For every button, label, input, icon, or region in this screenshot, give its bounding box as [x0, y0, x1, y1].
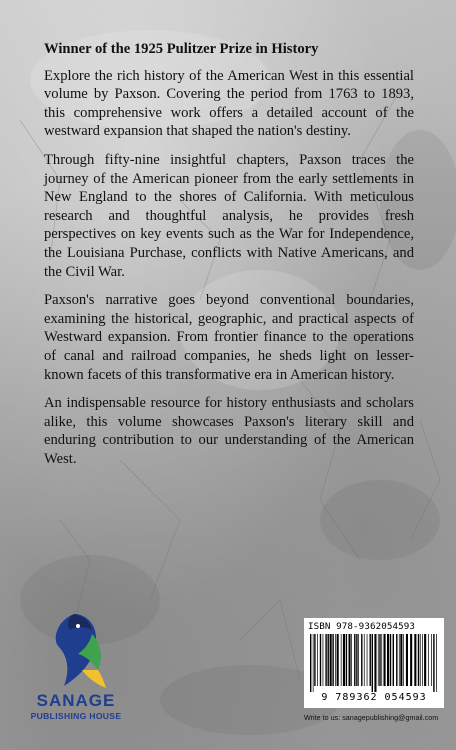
barcode-bar	[323, 634, 324, 686]
barcode-bar	[390, 634, 391, 686]
publisher-logo	[26, 612, 126, 722]
barcode-bar	[418, 634, 419, 686]
publisher-name: SANAGE	[36, 691, 116, 710]
barcode-bar	[384, 634, 386, 686]
barcode-bar	[378, 634, 379, 686]
barcode-bar	[310, 634, 311, 692]
barcode-bar	[387, 634, 389, 686]
barcode-bar	[313, 634, 314, 692]
barcode-bar	[328, 634, 329, 686]
description-paragraph-1: Explore the rich history of the American West in this essential volume by Paxson. Covering the period from 1763 to 1893, this comprehensive work offers a detailed account of the westward expansion that shaped the nation's destiny.	[44, 67, 414, 140]
description-paragraph-2: Through fifty-nine insightful chapters, Paxson traces the journey of the American pioneer from the early settlements in New England to the shores of California. With meticulous research and thoughtful analysis, he provides fresh perspectives on key events such as the War for Independence, the Louisiana Purchase, conflicts with Native Americans, and the Civil War.	[44, 151, 414, 280]
barcode-bar	[320, 634, 321, 686]
barcode-bar	[343, 634, 345, 686]
barcode-bar	[396, 634, 397, 686]
barcode-bar	[422, 634, 423, 686]
barcode-bar	[414, 634, 416, 686]
description-block	[44, 40, 414, 478]
barcode-bar	[399, 634, 400, 686]
barcode-bar	[351, 634, 352, 686]
barcode-bar	[374, 634, 376, 692]
barcode-bar	[406, 634, 408, 686]
barcode-bar	[393, 634, 394, 686]
description-paragraph-3: Paxson's narrative goes beyond conventional boundaries, examining the historical, geographic, and practical aspects of Westward expansion. From frontier finance to the operations of canal and railroad companies, he sheds light on lesser-known facets of this transformative era in American history.	[44, 292, 414, 383]
barcode-bar	[420, 634, 421, 686]
barcode-bar	[424, 634, 426, 686]
barcode-bar	[317, 634, 318, 686]
barcode-bar	[314, 634, 315, 686]
barcode-bar	[436, 634, 437, 692]
barcode-bar	[346, 634, 347, 686]
isbn-label: ISBN 978-9362054593	[308, 621, 415, 632]
barcode-bar	[335, 634, 336, 686]
award-headline: Winner of the 1925 Pulitzer Prize in History	[44, 41, 319, 57]
barcode-bar	[410, 634, 412, 686]
barcode-bar	[330, 634, 332, 686]
isbn-barcode	[304, 618, 444, 708]
barcode-bar	[370, 634, 371, 686]
description-paragraph-4: An indispensable resource for history enthusiasts and scholars alike, this volume showcases Paxson's literary skill and enduring contribution to our understanding of the American West.	[44, 395, 414, 467]
barcode-bar	[364, 634, 365, 686]
publisher-subtitle: PUBLISHING HOUSE	[30, 711, 122, 721]
barcode-bar	[381, 634, 382, 686]
barcode-bar	[361, 634, 362, 686]
barcode-bar	[433, 634, 434, 692]
barcode-bar	[372, 634, 373, 692]
barcode-bar	[354, 634, 355, 686]
bird-logo-icon	[44, 612, 108, 688]
barcode-bar	[379, 634, 380, 686]
barcode-bar	[358, 634, 359, 686]
barcode-bar	[332, 634, 333, 686]
barcode-bar	[400, 634, 402, 686]
contact-email-line: Write to us: sanagepublishing@gmail.com	[304, 713, 439, 722]
barcode-bar	[356, 634, 357, 686]
barcode-bar	[337, 634, 339, 686]
barcode-bar	[431, 634, 432, 686]
barcode-bar	[428, 634, 429, 686]
barcode-bar	[325, 634, 326, 686]
barcode-bar	[341, 634, 342, 686]
barcode-bar	[403, 634, 404, 686]
barcode-bar	[349, 634, 351, 686]
barcode-bar	[367, 634, 368, 686]
barcode-bars	[308, 634, 440, 692]
barcode-digits: 9 789362 054593	[321, 692, 427, 703]
